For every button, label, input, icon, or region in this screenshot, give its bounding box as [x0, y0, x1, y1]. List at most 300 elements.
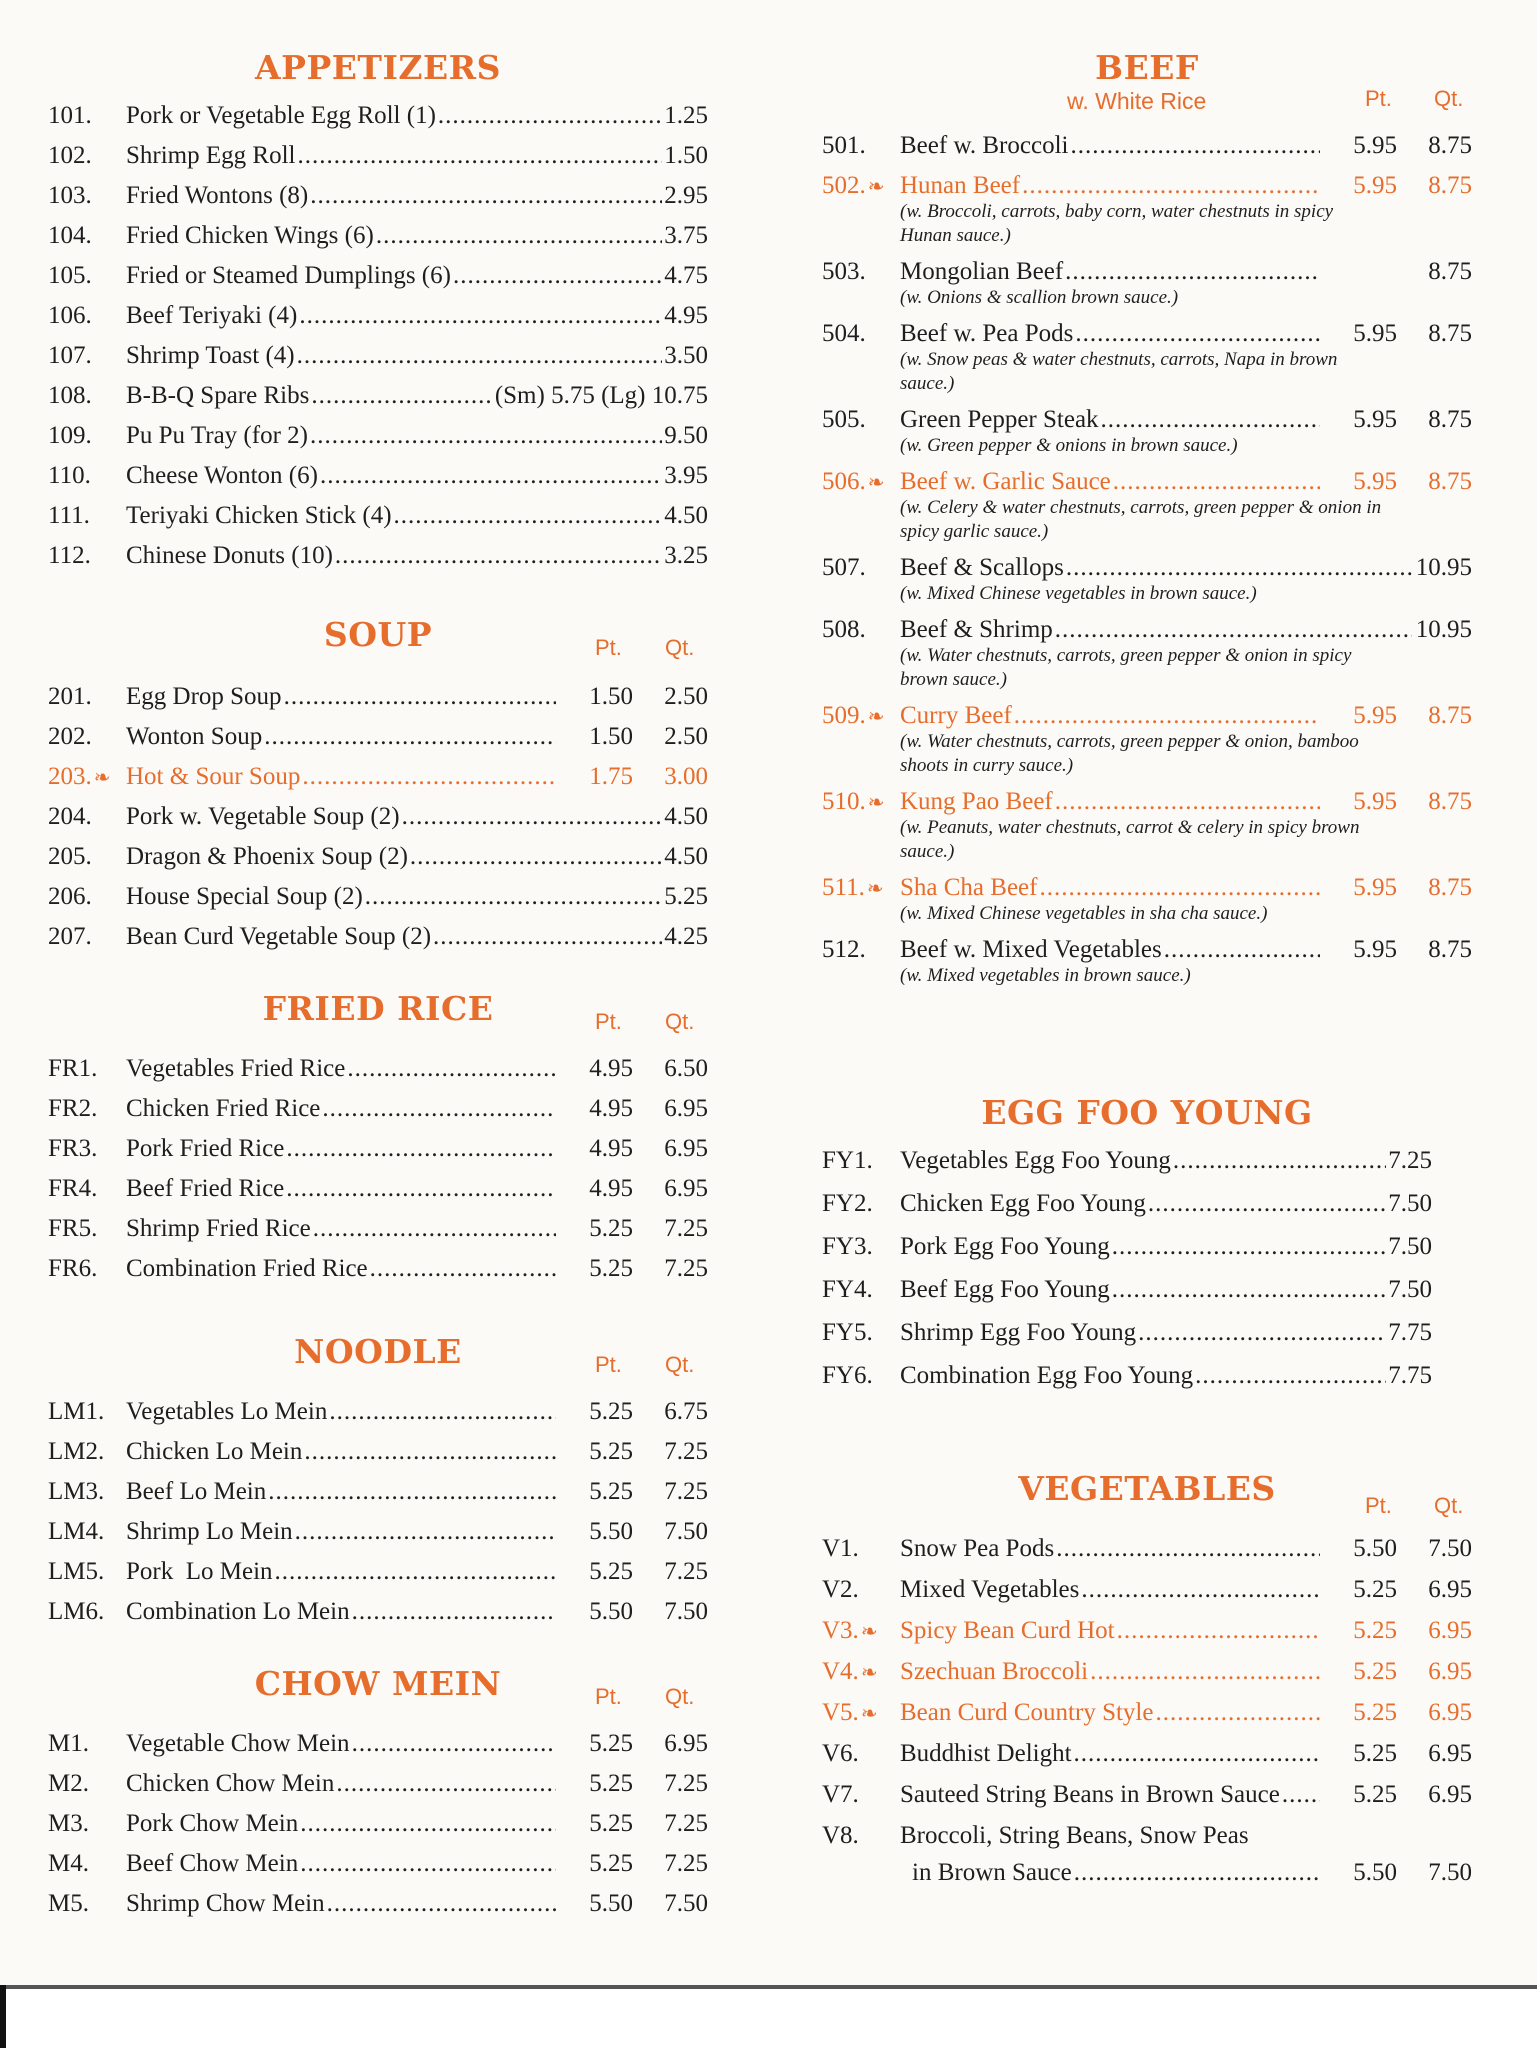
- item-price: 4.50: [664, 803, 708, 830]
- item-name: Curry Beef: [900, 702, 1012, 729]
- pint-price: 5.95: [1353, 132, 1397, 159]
- menu-item-108: [48, 376, 708, 416]
- menu-item-fr3: [48, 1129, 708, 1169]
- pint-price: 5.50: [1353, 1859, 1397, 1886]
- item-name: Combination Fried Rice: [126, 1255, 368, 1282]
- item-number: 111.: [48, 502, 90, 529]
- menu-item-fr2: [48, 1089, 708, 1129]
- quart-price: 6.95: [1428, 1740, 1472, 1767]
- item-number: 102.: [48, 142, 92, 169]
- pint-price: 5.25: [589, 1810, 633, 1837]
- section-title: APPETIZERS: [255, 48, 501, 87]
- menu-item-206: [48, 877, 708, 917]
- item-name: Shrimp Egg Roll: [126, 142, 296, 169]
- item-name: Beef w. Garlic Sauce: [900, 468, 1111, 495]
- item-name-continued: in Brown Sauce: [912, 1859, 1072, 1886]
- item-price: 5.25: [664, 883, 708, 910]
- item-name: Beef Chow Mein: [126, 1850, 299, 1877]
- item-price: 7.75: [1388, 1362, 1432, 1389]
- item-price: 7.50: [1388, 1233, 1432, 1260]
- menu-item-m3: [48, 1804, 708, 1844]
- menu-item-207: [48, 917, 708, 957]
- item-name: Pork w. Vegetable Soup (2): [126, 803, 400, 830]
- item-name: Szechuan Broccoli: [900, 1658, 1089, 1685]
- quart-price: 6.50: [664, 1055, 708, 1082]
- item-number: 108.: [48, 382, 92, 409]
- scan-edge-divider: [0, 1985, 1537, 1989]
- menu-item-fy5: [822, 1313, 1472, 1356]
- chow-mein-section: [48, 1664, 708, 1924]
- item-price: 10.95: [1415, 616, 1472, 643]
- menu-item-508: [822, 610, 1472, 696]
- quart-price: 8.75: [1428, 320, 1472, 347]
- menu-item-102: [48, 136, 708, 176]
- item-number: FY1.: [822, 1147, 873, 1174]
- pint-price: 5.25: [1353, 1617, 1397, 1644]
- item-name: Beef Lo Mein: [126, 1478, 267, 1505]
- menu-item-503: [822, 252, 1472, 314]
- item-name: Green Pepper Steak: [900, 406, 1099, 433]
- quart-price: 8.75: [1428, 172, 1472, 199]
- item-number: 506. ❧: [822, 468, 885, 495]
- item-number: LM6.: [48, 1598, 105, 1625]
- quart-price: 8.75: [1428, 468, 1472, 495]
- pint-price: 5.50: [589, 1890, 633, 1917]
- quart-price: 6.75: [664, 1398, 708, 1425]
- pint-price: 5.25: [1353, 1699, 1397, 1726]
- item-number: M3.: [48, 1810, 89, 1837]
- item-number: FY5.: [822, 1319, 873, 1346]
- item-description: (w. Mixed vegetables in brown sauce.): [900, 965, 1191, 986]
- item-name: Beef w. Mixed Vegetables: [900, 936, 1162, 963]
- item-price: 3.25: [664, 542, 708, 569]
- quart-price: 2.50: [664, 723, 708, 750]
- item-name: Chicken Egg Foo Young: [900, 1190, 1146, 1217]
- item-name: Vegetables Egg Foo Young: [900, 1147, 1171, 1174]
- hot-pepper-icon: ❧: [860, 1621, 878, 1643]
- item-number: LM3.: [48, 1478, 105, 1505]
- menu-item-v5: [822, 1693, 1472, 1734]
- item-number: LM4.: [48, 1518, 105, 1545]
- item-name: Shrimp Lo Mein: [126, 1518, 293, 1545]
- pint-header: Pt.: [595, 1352, 622, 1377]
- pint-price: 5.95: [1353, 320, 1397, 347]
- item-number: LM1.: [48, 1398, 105, 1425]
- pint-price: 1.50: [589, 683, 633, 710]
- menu-item-201: [48, 677, 708, 717]
- quart-price: 7.50: [664, 1890, 708, 1917]
- item-name: B-B-Q Spare Ribs: [126, 382, 310, 409]
- menu-item-lm2: [48, 1432, 708, 1472]
- pint-price: 5.25: [1353, 1781, 1397, 1808]
- menu-item-505: [822, 400, 1472, 462]
- menu-item-507: [822, 548, 1472, 610]
- item-number: 104.: [48, 222, 92, 249]
- quart-price: 7.25: [664, 1215, 708, 1242]
- menu-item-v6: [822, 1734, 1472, 1775]
- soup-section: [48, 615, 708, 957]
- quart-price: 7.50: [1428, 1535, 1472, 1562]
- item-number: 101.: [48, 102, 92, 129]
- item-description: (w. Water chestnuts, carrots, green pepper & onion in spicy brown sauce.): [900, 645, 1352, 690]
- menu-item-m1: [48, 1724, 708, 1764]
- item-description: (w. Snow peas & water chestnuts, carrots, Napa in brown sauce.): [900, 349, 1338, 394]
- menu-item-512: [822, 930, 1472, 992]
- item-price: 2.95: [664, 182, 708, 209]
- pint-price: 5.95: [1353, 936, 1397, 963]
- item-price: 7.50: [1388, 1276, 1432, 1303]
- item-number: 202.: [48, 723, 92, 750]
- section-title: VEGETABLES: [1018, 1469, 1276, 1508]
- item-number: 207.: [48, 923, 92, 950]
- item-name: Hot & Sour Soup: [126, 763, 301, 790]
- menu-item-105: [48, 256, 708, 296]
- quart-header: Qt.: [1434, 86, 1464, 111]
- item-name: Chicken Chow Mein: [126, 1770, 335, 1797]
- quart-price: 7.25: [664, 1770, 708, 1797]
- quart-price: 8.75: [1428, 702, 1472, 729]
- quart-price: 6.95: [1428, 1699, 1472, 1726]
- item-name: Pork Fried Rice: [126, 1135, 285, 1162]
- menu-item-109: [48, 416, 708, 456]
- menu-item-103: [48, 176, 708, 216]
- pint-header: Pt.: [1365, 1493, 1392, 1518]
- item-name: Spicy Bean Curd Hot: [900, 1617, 1115, 1644]
- quart-price: 7.25: [664, 1438, 708, 1465]
- item-number: V5. ❧: [822, 1699, 878, 1726]
- pint-price: 5.95: [1353, 788, 1397, 815]
- item-description: (w. Celery & water chestnuts, carrots, green pepper & onion in spicy garlic sauce.): [900, 497, 1382, 542]
- item-name: Teriyaki Chicken Stick (4): [126, 502, 392, 529]
- item-price: 3.50: [664, 342, 708, 369]
- item-number: 503.: [822, 258, 866, 285]
- pint-price: 5.95: [1353, 406, 1397, 433]
- menu-item-202: [48, 717, 708, 757]
- item-number: 507.: [822, 554, 866, 581]
- item-name: Beef w. Pea Pods: [900, 320, 1074, 347]
- egg-foo-young-section: [822, 1093, 1472, 1399]
- quart-price: 8.75: [1428, 258, 1472, 285]
- scan-edge-corner: [0, 1985, 6, 2048]
- item-number: V7.: [822, 1781, 859, 1808]
- menu-item-v7: [822, 1775, 1472, 1816]
- pint-price: 5.50: [1353, 1535, 1397, 1562]
- section-title: SOUP: [323, 615, 433, 654]
- menu-item-v3: [822, 1611, 1472, 1652]
- pint-price: 4.95: [589, 1055, 633, 1082]
- pint-price: 5.25: [589, 1438, 633, 1465]
- item-name: Pork Egg Foo Young: [900, 1233, 1110, 1260]
- pint-price: 5.25: [1353, 1658, 1397, 1685]
- menu-item-v1: [822, 1529, 1472, 1570]
- item-number: 501.: [822, 132, 866, 159]
- item-name: Combination Lo Mein: [126, 1598, 350, 1625]
- item-name: Beef Teriyaki (4): [126, 302, 298, 329]
- quart-price: 7.25: [664, 1478, 708, 1505]
- quart-price: 7.50: [1428, 1859, 1472, 1886]
- menu-item-fy1: [822, 1141, 1472, 1184]
- item-number: V8.: [822, 1822, 859, 1849]
- item-number: 112.: [48, 542, 91, 569]
- menu-item-106: [48, 296, 708, 336]
- item-name: Buddhist Delight: [900, 1740, 1072, 1767]
- menu-item-101: [48, 96, 708, 136]
- menu-item-504: [822, 314, 1472, 400]
- item-number: 205.: [48, 843, 92, 870]
- item-number: 107.: [48, 342, 92, 369]
- item-name: Pork Chow Mein: [126, 1810, 299, 1837]
- pint-price: 5.25: [589, 1215, 633, 1242]
- menu-item-m2: [48, 1764, 708, 1804]
- pint-price: 5.50: [589, 1598, 633, 1625]
- item-number: LM5.: [48, 1558, 105, 1585]
- item-number: V2.: [822, 1576, 859, 1603]
- item-price: 3.75: [664, 222, 708, 249]
- item-number: FR2.: [48, 1095, 98, 1122]
- item-number: FY4.: [822, 1276, 873, 1303]
- noodle-section: [48, 1332, 708, 1632]
- menu-item-502: [822, 166, 1472, 252]
- section-note: w. White Rice: [1067, 88, 1207, 114]
- menu-item-m5: [48, 1884, 708, 1924]
- item-number: FR4.: [48, 1175, 98, 1202]
- item-number: FR5.: [48, 1215, 98, 1242]
- quart-price: 8.75: [1428, 788, 1472, 815]
- item-number: M4.: [48, 1850, 89, 1877]
- item-name: Cheese Wonton (6): [126, 462, 318, 489]
- quart-price: 6.95: [1428, 1576, 1472, 1603]
- quart-price: 2.50: [664, 683, 708, 710]
- menu-item-fy3: [822, 1227, 1472, 1270]
- menu-item-fr1: [48, 1049, 708, 1089]
- quart-price: 6.95: [664, 1095, 708, 1122]
- quart-price: 8.75: [1428, 132, 1472, 159]
- menu-item-205: [48, 837, 708, 877]
- item-number: V1.: [822, 1535, 859, 1562]
- item-price: 3.95: [664, 462, 708, 489]
- item-price: 7.50: [1388, 1190, 1432, 1217]
- menu-item-fy6: [822, 1356, 1472, 1399]
- item-name: Sha Cha Beef: [900, 874, 1038, 901]
- quart-header: Qt.: [665, 635, 695, 660]
- item-number: 105.: [48, 262, 92, 289]
- item-price: 9.50: [664, 422, 708, 449]
- item-name: Snow Pea Pods: [900, 1535, 1055, 1562]
- quart-price: 7.50: [664, 1598, 708, 1625]
- quart-price: 7.25: [664, 1810, 708, 1837]
- pint-price: 5.25: [1353, 1740, 1397, 1767]
- quart-price: 6.95: [664, 1135, 708, 1162]
- quart-price: 6.95: [1428, 1617, 1472, 1644]
- item-name: Bean Curd Country Style: [900, 1699, 1154, 1726]
- hot-pepper-icon: ❧: [867, 706, 885, 728]
- hot-pepper-icon: ❧: [860, 1662, 878, 1684]
- item-name: Dragon & Phoenix Soup (2): [126, 843, 408, 870]
- item-name: Chicken Fried Rice: [126, 1095, 321, 1122]
- quart-price: 6.95: [664, 1730, 708, 1757]
- item-number: 512.: [822, 936, 866, 963]
- menu-item-fy4: [822, 1270, 1472, 1313]
- item-number: 109.: [48, 422, 92, 449]
- pint-header: Pt.: [595, 635, 622, 660]
- menu-item-104: [48, 216, 708, 256]
- item-number: V3. ❧: [822, 1617, 878, 1644]
- item-description: (w. Onions & scallion brown sauce.): [900, 287, 1179, 308]
- quart-price: 7.25: [664, 1558, 708, 1585]
- item-number: V6.: [822, 1740, 859, 1767]
- pint-price: 4.95: [589, 1095, 633, 1122]
- menu-item-lm4: [48, 1512, 708, 1552]
- hot-pepper-icon: ❧: [867, 176, 885, 198]
- item-number: 502. ❧: [822, 172, 885, 199]
- item-name: Beef Egg Foo Young: [900, 1276, 1110, 1303]
- item-description: (w. Green pepper & onions in brown sauce.): [900, 435, 1238, 456]
- appetizers-section: [48, 48, 708, 576]
- item-number: FR6.: [48, 1255, 98, 1282]
- item-price: 4.50: [664, 502, 708, 529]
- item-name: Bean Curd Vegetable Soup (2): [126, 923, 432, 950]
- pint-price: 1.50: [589, 723, 633, 750]
- menu-item-107: [48, 336, 708, 376]
- item-number: M5.: [48, 1890, 89, 1917]
- item-name: Beef & Scallops: [900, 554, 1064, 581]
- quart-price: 3.00: [664, 763, 708, 790]
- item-name: Broccoli, String Beans, Snow Peas: [900, 1822, 1249, 1849]
- item-number: 103.: [48, 182, 92, 209]
- pint-header: Pt.: [1365, 86, 1392, 111]
- menu-item-v8: [822, 1816, 1472, 1893]
- quart-price: 6.95: [664, 1175, 708, 1202]
- item-name: Vegetables Fried Rice: [126, 1055, 346, 1082]
- hot-pepper-icon: ❧: [867, 472, 885, 494]
- hot-pepper-icon: ❧: [867, 792, 885, 814]
- pint-price: 5.25: [1353, 1576, 1397, 1603]
- section-title: FRIED RICE: [262, 989, 494, 1028]
- item-price: 1.25: [664, 102, 708, 129]
- pint-price: 5.25: [589, 1478, 633, 1505]
- item-name: Fried Chicken Wings (6): [126, 222, 374, 249]
- pint-price: 5.95: [1353, 468, 1397, 495]
- item-description: (w. Peanuts, water chestnuts, carrot & celery in spicy brown sauce.): [900, 817, 1360, 862]
- hot-pepper-icon: ❧: [866, 878, 884, 900]
- pint-price: 4.95: [589, 1175, 633, 1202]
- item-number: 206.: [48, 883, 92, 910]
- item-price: 7.75: [1388, 1319, 1432, 1346]
- menu-item-lm6: [48, 1592, 708, 1632]
- item-number: FY2.: [822, 1190, 873, 1217]
- pint-price: 4.95: [589, 1135, 633, 1162]
- quart-price: 7.50: [664, 1518, 708, 1545]
- item-name: Vegetable Chow Mein: [126, 1730, 350, 1757]
- menu-item-v2: [822, 1570, 1472, 1611]
- pint-price: 5.95: [1353, 702, 1397, 729]
- menu-item-203: [48, 757, 708, 797]
- item-name: Kung Pao Beef: [900, 788, 1053, 815]
- pint-price: 5.25: [589, 1398, 633, 1425]
- pint-price: 5.25: [589, 1770, 633, 1797]
- menu-item-111: [48, 496, 708, 536]
- section-title: CHOW MEIN: [254, 1664, 502, 1703]
- vegetables-section: [822, 1469, 1472, 1893]
- item-price: 4.95: [664, 302, 708, 329]
- item-name: Vegetables Lo Mein: [126, 1398, 328, 1425]
- menu-item-lm3: [48, 1472, 708, 1512]
- quart-price: 6.95: [1428, 1781, 1472, 1808]
- item-name: Chinese Donuts (10): [126, 542, 333, 569]
- menu-item-110: [48, 456, 708, 496]
- item-price: 4.25: [664, 923, 708, 950]
- beef-section: [822, 48, 1472, 992]
- menu-item-v4: [822, 1652, 1472, 1693]
- item-number: 203. ❧: [48, 763, 111, 790]
- item-number: V4. ❧: [822, 1658, 878, 1685]
- item-name: Fried Wontons (8): [126, 182, 309, 209]
- hot-pepper-icon: ❧: [860, 1703, 878, 1725]
- menu-item-501: [822, 126, 1472, 166]
- item-name: House Special Soup (2): [126, 883, 363, 910]
- quart-price: 8.75: [1428, 406, 1472, 433]
- item-price: 4.75: [664, 262, 708, 289]
- quart-price: 8.75: [1428, 874, 1472, 901]
- quart-header: Qt.: [665, 1684, 695, 1709]
- item-number: 106.: [48, 302, 92, 329]
- item-number: 504.: [822, 320, 866, 347]
- menu-item-m4: [48, 1844, 708, 1884]
- item-price: (Sm) 5.75 (Lg) 10.75: [494, 382, 708, 409]
- item-name: Wonton Soup: [126, 723, 263, 750]
- item-number: LM2.: [48, 1438, 105, 1465]
- pint-price: 5.25: [589, 1558, 633, 1585]
- item-description: (w. Mixed Chinese vegetables in sha cha sauce.): [900, 903, 1268, 924]
- item-number: 510. ❧: [822, 788, 885, 815]
- quart-header: Qt.: [1434, 1493, 1464, 1518]
- item-price: 7.25: [1388, 1147, 1432, 1174]
- pint-price: 1.75: [589, 763, 633, 790]
- pint-price: 5.95: [1353, 874, 1397, 901]
- item-name: Hunan Beef: [900, 172, 1021, 199]
- item-number: 110.: [48, 462, 91, 489]
- pint-header: Pt.: [595, 1009, 622, 1034]
- item-number: 511. ❧: [822, 874, 884, 901]
- item-name: Beef & Shrimp: [900, 616, 1053, 643]
- item-name: Mongolian Beef: [900, 258, 1064, 285]
- menu-item-204: [48, 797, 708, 837]
- item-description: (w. Mixed Chinese vegetables in brown sauce.): [900, 583, 1257, 604]
- item-number: FY3.: [822, 1233, 873, 1260]
- item-price: 10.95: [1415, 554, 1472, 581]
- pint-price: 5.50: [589, 1518, 633, 1545]
- quart-header: Qt.: [665, 1009, 695, 1034]
- pint-price: 5.25: [589, 1255, 633, 1282]
- item-number: 204.: [48, 803, 92, 830]
- menu-item-112: [48, 536, 708, 576]
- pint-price: 5.25: [589, 1730, 633, 1757]
- item-name: Sauteed String Beans in Brown Sauce: [900, 1781, 1280, 1808]
- hot-pepper-icon: ❧: [93, 767, 111, 789]
- pint-header: Pt.: [595, 1684, 622, 1709]
- item-number: FR1.: [48, 1055, 98, 1082]
- item-name: Fried or Steamed Dumplings (6): [126, 262, 451, 289]
- item-price: 4.50: [664, 843, 708, 870]
- item-name: Pork Lo Mein: [126, 1558, 273, 1585]
- item-number: FY6.: [822, 1362, 873, 1389]
- item-number: 201.: [48, 683, 92, 710]
- quart-price: 8.75: [1428, 936, 1472, 963]
- item-number: M1.: [48, 1730, 89, 1757]
- item-number: 505.: [822, 406, 866, 433]
- menu-item-511: [822, 868, 1472, 930]
- menu-item-lm5: [48, 1552, 708, 1592]
